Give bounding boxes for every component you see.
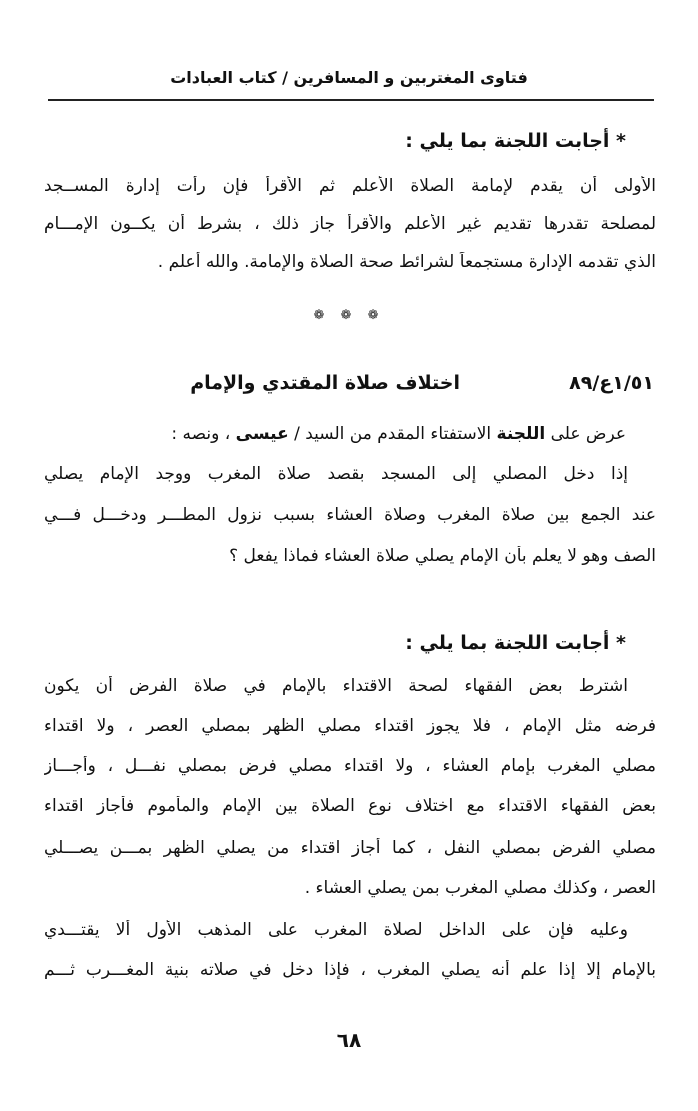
answer1-line-2: لمصلحة تقدرها تقديم غير الأعلم والأقرأ جاز ذلك ، بشرط أن يكــون الإمـــام [44, 214, 656, 234]
committee-name: اللجنة [496, 424, 546, 444]
answer-heading-1: * أجابت اللجنة بما يلي : [405, 130, 626, 152]
answer2-line-3: مصلي المغرب بإمام العشاء ، ولا اقتداء مصلي فرض بمصلي نفـــل ، وأجـــاز [44, 756, 656, 776]
question-line-2: عند الجمع بين صلاة المغرب وصلاة العشاء بسبب نزول المطـــر ودخـــل فـــي [44, 505, 656, 525]
fatwa-number: ١/٥١ع/٨٩ [569, 372, 654, 394]
answer-heading-2: * أجابت اللجنة بما يلي : [405, 632, 626, 654]
answer2-line-1: اشترط بعض الفقهاء لصحة الاقتداء بالإمام في صلاة الفرض أن يكون [44, 676, 628, 696]
fatwa-title: اختلاف صلاة المقتدي والإمام [190, 372, 460, 394]
intro-text-3: ، ونصه : [171, 424, 236, 444]
running-header: فتاوى المغتربين و المسافرين / كتاب العبادات [170, 68, 528, 87]
answer2-line-7: وعليه فإن على الداخل لصلاة المغرب على المذهب الأول ألا يقتـــدي [44, 920, 628, 940]
question-line-1: إذا دخل المصلي إلى المسجد بقصد صلاة المغرب ووجد الإمام يصلي [44, 464, 628, 484]
header-divider [48, 99, 654, 101]
answer2-line-4: بعض الفقهاء الاقتداء مع اختلاف نوع الصلاة بين الإمام والمأموم فأجاز اقتداء [44, 796, 656, 816]
questioner-name: عيسى [235, 424, 289, 444]
answer2-line-2: فرضه مثل الإمام ، فلا يجوز اقتداء مصلي الظهر بمصلي العصر ، ولا اقتداء [44, 716, 656, 736]
page-number: ٦٨ [336, 1028, 362, 1052]
intro-text-1: عرض على [545, 424, 626, 444]
answer1-line-3: الذي تقدمه الإدارة مستجمعاً لشرائط صحة الصلاة والإمامة. والله أعلم . [157, 252, 656, 272]
answer2-line-6: العصر ، وكذلك مصلي المغرب بمن يصلي العشاء . [304, 878, 656, 898]
question-intro [171, 424, 626, 444]
intro-text-2: الاستفتاء المقدم من السيد / [288, 424, 497, 444]
question-line-3: الصف وهو لا يعلم بأن الإمام يصلي صلاة العشاء فماذا يفعل ؟ [229, 546, 656, 566]
answer2-line-5: مصلي الفرض بمصلي النفل ، كما أجاز اقتداء من يصلي الظهر بمـــن يصـــلي [44, 838, 656, 858]
answer2-line-8: بالإمام إلا إذا علم أنه يصلي المغرب ، فإذا دخل في صلاته بنية المغـــرب ثـــم [44, 960, 656, 980]
answer1-line-1: الأولى أن يقدم لإمامة الصلاة الأعلم ثم الأقرأ فإن رأت إدارة المســجد [44, 176, 656, 196]
section-ornament: ❁ ❁ ❁ [313, 308, 385, 323]
